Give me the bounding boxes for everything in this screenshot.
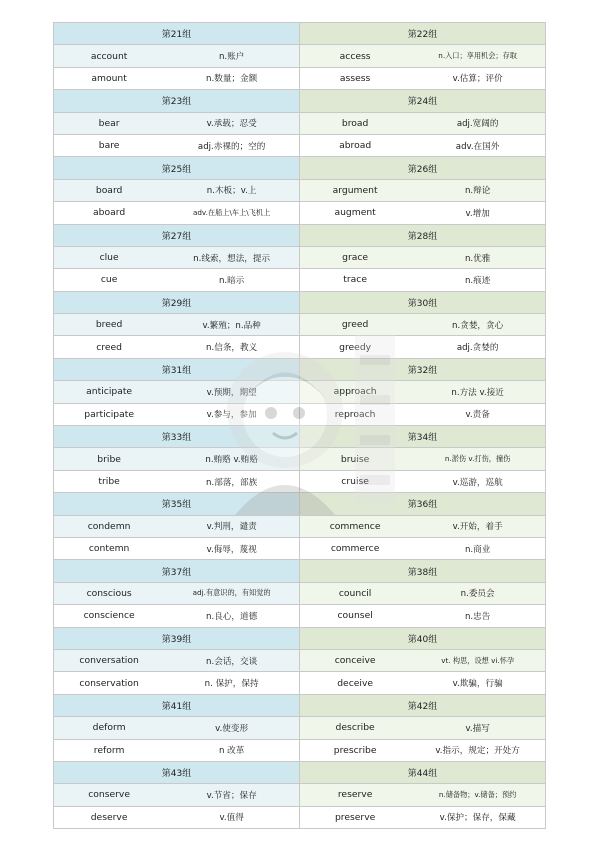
word-row [54,180,546,202]
word-cell [300,471,546,493]
word-row [54,269,546,291]
word-cell [54,314,300,336]
word-cell [54,269,300,291]
english-word: conscience [83,610,135,622]
chinese-meaning: v.承载；忍受 [206,119,257,130]
word-cell [300,135,546,157]
english-word: greed [341,319,369,331]
word-cell [300,717,546,739]
english-word: council [338,587,372,599]
chinese-meaning: v.参与，参加 [206,410,257,421]
english-word: conscious [86,587,132,599]
word-cell [300,68,546,90]
chinese-meaning: n.线索，想法，提示 [193,253,271,264]
word-row [54,672,546,694]
group-title: 第39组 [54,628,300,650]
word-cell [300,247,546,269]
group-header-row [54,90,546,112]
group-title: 第28组 [300,225,546,247]
group-title: 第29组 [54,292,300,314]
word-cell [300,336,546,358]
word-cell [54,68,300,90]
english-word: conserve [88,789,131,801]
english-word: clue [99,252,119,264]
word-cell [300,807,546,829]
group-title: 第24组 [300,90,546,112]
word-cell [54,381,300,403]
english-word: access [339,50,371,62]
english-word: trace [343,274,367,286]
chinese-meaning: n. 保护，保持 [204,679,259,690]
english-word: augment [334,207,376,219]
word-row [54,583,546,605]
group-title: 第40组 [300,628,546,650]
english-word: argument [332,184,378,196]
word-row [54,650,546,672]
word-cell [54,45,300,67]
word-cell [300,314,546,336]
word-row [54,113,546,135]
group-title: 第38组 [300,560,546,582]
group-header-row [54,292,546,314]
english-word: participate [84,408,134,420]
chinese-meaning: n.委员会 [460,589,495,600]
chinese-meaning: v.保护；保存，保藏 [439,813,516,824]
word-cell [54,516,300,538]
english-word: aboard [93,207,126,219]
word-cell [300,516,546,538]
word-cell [300,381,546,403]
english-word: breed [95,319,123,331]
word-row [54,381,546,403]
chinese-meaning: n.良心，道德 [206,611,258,622]
group-header-row [54,628,546,650]
english-word: conceive [334,655,376,667]
word-cell [54,336,300,358]
chinese-meaning: n.贪婪，贪心 [452,320,504,331]
word-cell [300,650,546,672]
english-word: preserve [334,811,376,823]
group-title: 第31组 [54,359,300,381]
word-row [54,516,546,538]
chinese-meaning: n.部落，部族 [206,477,258,488]
english-word: bruise [340,453,370,465]
group-header-row [54,225,546,247]
chinese-meaning: v.判刑，谴责 [206,522,257,533]
group-title: 第32组 [300,359,546,381]
word-cell [54,605,300,627]
group-title: 第42组 [300,695,546,717]
english-word: broad [341,117,369,129]
chinese-meaning: n.优雅 [464,253,491,264]
word-row [54,717,546,739]
chinese-meaning: v.描写 [465,723,490,734]
group-title: 第33组 [54,426,300,448]
chinese-meaning: adj.贪婪的 [456,343,499,354]
english-word: bear [98,117,120,129]
english-word: reproach [334,408,376,420]
english-word: account [90,50,128,62]
english-word: abroad [339,140,372,152]
chinese-meaning: adv.在船上\车上\飞机上 [192,207,271,217]
word-cell [300,202,546,224]
english-word: tribe [98,476,120,487]
english-word: counsel [337,610,373,622]
chinese-meaning: v.使变形 [215,723,249,734]
word-cell [300,269,546,291]
english-word: reform [93,744,125,756]
chinese-meaning: adv.在国外 [455,141,500,152]
english-word: deform [92,722,126,734]
chinese-meaning: n.淤伤 v.打伤，撞伤 [444,454,511,464]
group-header-row [54,23,546,45]
group-title: 第22组 [300,23,546,45]
word-row [54,538,546,560]
chinese-meaning: n.入口；享用机会；存取 [438,51,517,61]
group-header-row [54,157,546,179]
word-cell [54,672,300,694]
chinese-meaning: n.贿赂 v.贿赂 [205,455,258,466]
word-cell [300,113,546,135]
chinese-meaning: v.指示，规定；开处方 [435,746,520,757]
word-cell [54,650,300,672]
word-row [54,784,546,806]
word-cell [54,113,300,135]
group-header-row [54,695,546,717]
word-cell [54,471,300,493]
word-row [54,135,546,157]
english-word: deceive [337,677,374,689]
english-word: approach [333,386,377,398]
word-cell [300,538,546,560]
group-title: 第21组 [54,23,300,45]
chinese-meaning: v.估算；评价 [452,74,503,85]
word-row [54,68,546,90]
english-word: commerce [330,543,380,555]
word-row [54,247,546,269]
group-title: 第44组 [300,762,546,784]
group-title: 第26组 [300,157,546,179]
english-word: anticipate [86,386,133,398]
group-header-row [54,493,546,515]
word-cell [54,784,300,806]
word-cell [300,583,546,605]
english-word: conversation [79,655,139,667]
group-title: 第36组 [300,493,546,515]
english-word: bare [98,140,120,152]
word-row [54,740,546,762]
word-cell [300,784,546,806]
word-row [54,314,546,336]
group-title: 第43组 [54,762,300,784]
word-row [54,202,546,224]
word-cell [300,45,546,67]
english-word: board [95,184,123,196]
word-cell [54,807,300,829]
chinese-meaning: n.信条，教义 [206,343,258,354]
english-word: condemn [87,520,131,532]
group-title: 第23组 [54,90,300,112]
group-header-row [54,762,546,784]
english-word: greedy [339,341,372,353]
english-word: describe [335,722,375,734]
group-title: 第41组 [54,695,300,717]
word-row [54,471,546,493]
chinese-meaning: n.方法 v.接近 [451,387,504,398]
word-cell [300,672,546,694]
chinese-meaning: v.预期，期望 [206,387,257,398]
word-cell [54,247,300,269]
word-cell [300,605,546,627]
word-cell [54,135,300,157]
word-cell [54,538,300,560]
word-cell [300,740,546,762]
word-cell [300,180,546,202]
chinese-meaning: n.忠告 [464,611,491,622]
english-word: cue [100,274,118,286]
chinese-meaning: n.木板；v.上 [206,186,257,197]
word-cell [300,404,546,426]
english-word: assess [339,72,371,84]
chinese-meaning: n.痕迹 [464,275,491,286]
chinese-meaning: n.数量；金额 [206,74,258,85]
english-word: amount [91,72,127,84]
chinese-meaning: n.暗示 [218,275,245,286]
group-header-row [54,560,546,582]
group-header-row [54,426,546,448]
english-word: reserve [337,789,373,801]
word-cell [54,202,300,224]
word-cell [54,740,300,762]
english-word: commence [329,520,381,532]
english-word: grace [342,252,369,264]
word-cell [54,717,300,739]
chinese-meaning: adj.宽阔的 [456,119,499,130]
chinese-meaning: n.辩论 [464,186,491,197]
group-title: 第37组 [54,560,300,582]
chinese-meaning: n 改革 [218,746,245,757]
group-title: 第27组 [54,225,300,247]
english-word: contemn [88,543,130,555]
group-header-row [54,359,546,381]
chinese-meaning: v.繁殖；n.品种 [202,320,261,331]
group-title: 第25组 [54,157,300,179]
chinese-meaning: n.会话，交谈 [206,656,258,667]
word-row [54,448,546,470]
english-word: creed [96,341,122,353]
chinese-meaning: vt. 构思，设想 vi.怀孕 [441,655,515,665]
word-row [54,605,546,627]
word-row [54,807,546,829]
english-word: bribe [97,453,121,465]
chinese-meaning: v.值得 [219,813,244,824]
english-word: cruise [341,476,369,487]
chinese-meaning: v.巡游，巡航 [452,477,503,488]
english-word: prescribe [333,744,377,756]
word-cell [54,180,300,202]
chinese-meaning: v.节省；保存 [206,790,257,801]
chinese-meaning: v.开始，着手 [452,522,503,533]
vocabulary-table [53,22,546,829]
group-title: 第34组 [300,426,546,448]
chinese-meaning: n.账户 [218,52,245,63]
word-cell [300,448,546,470]
chinese-meaning: adj.赤裸的；空的 [197,141,266,152]
group-title: 第30组 [300,292,546,314]
chinese-meaning: v.责备 [465,410,490,421]
group-title: 第35组 [54,493,300,515]
chinese-meaning: n.储备物；v.储备；预约 [438,789,517,799]
word-row [54,45,546,67]
word-cell [54,583,300,605]
chinese-meaning: n.商业 [464,544,491,555]
chinese-meaning: v.增加 [465,208,490,219]
word-row [54,404,546,426]
chinese-meaning: v.欺骗，行骗 [452,679,503,690]
english-word: deserve [90,811,128,823]
word-cell [54,404,300,426]
chinese-meaning: adj.有意识的，有知觉的 [192,588,271,598]
english-word: conservation [79,677,139,689]
chinese-meaning: v.侮辱，蔑视 [206,544,257,555]
word-cell [54,448,300,470]
word-row [54,336,546,358]
